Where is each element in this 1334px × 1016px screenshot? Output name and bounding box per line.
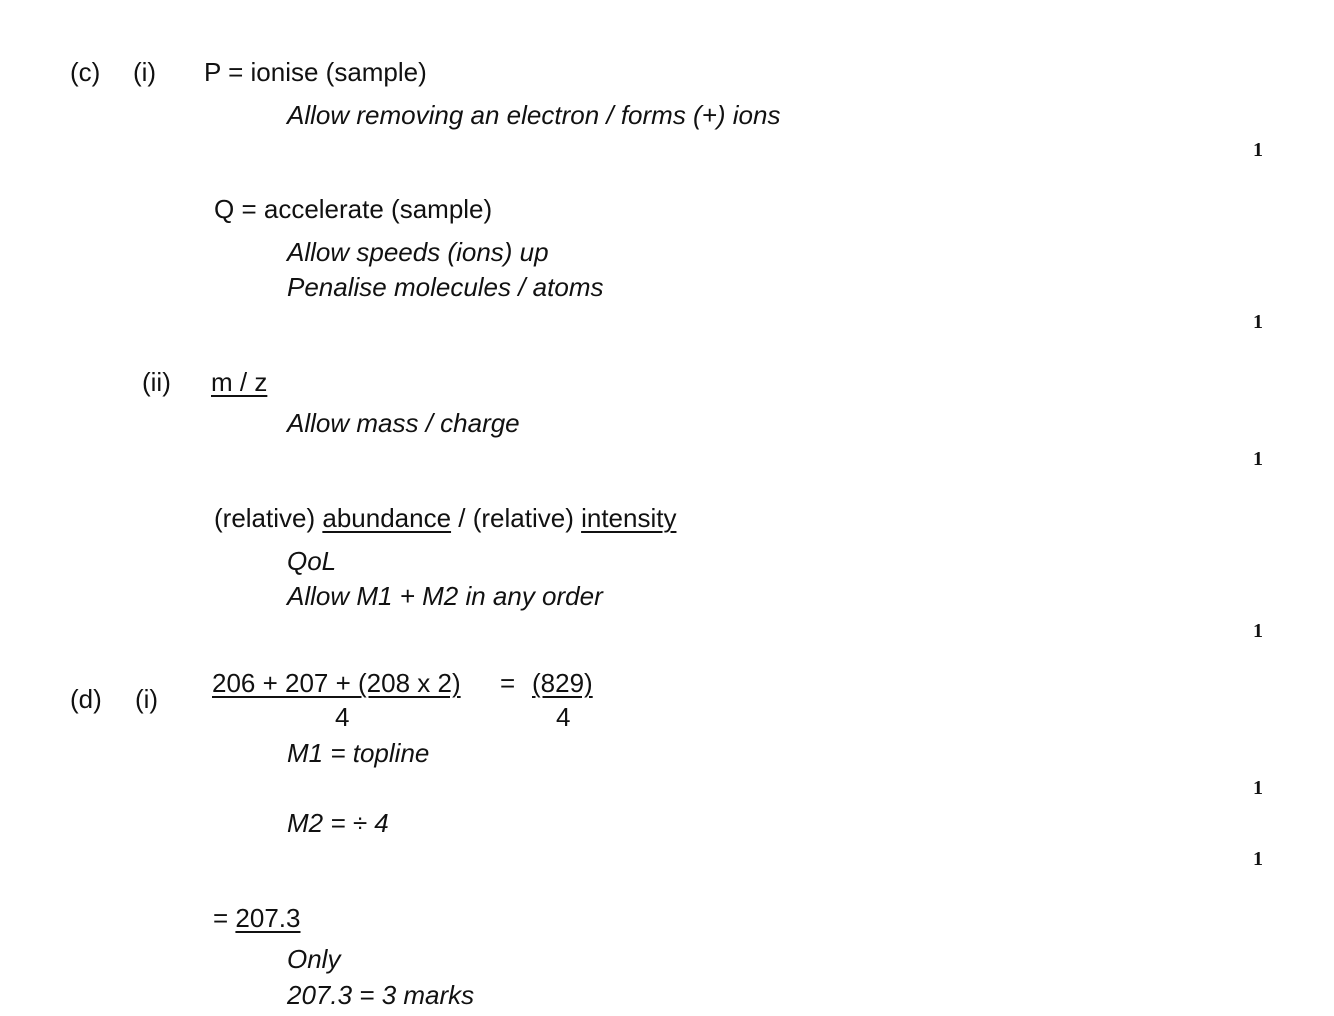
note-qol: QoL bbox=[287, 546, 337, 576]
note-m1-topline: M1 = topline bbox=[287, 738, 430, 768]
part-c-label: (c) bbox=[70, 57, 101, 87]
abundance-word: abundance bbox=[322, 503, 452, 533]
note-three-marks: 207.3 = 3 marks bbox=[287, 980, 475, 1010]
mark-m1: 1 bbox=[1253, 777, 1263, 799]
answer-result bbox=[213, 903, 301, 933]
mark-abundance: 1 bbox=[1253, 620, 1263, 642]
part-d-label: (d) bbox=[70, 684, 102, 714]
note-p-allow: Allow removing an electron / forms (+) ions bbox=[287, 100, 781, 130]
note-only: Only bbox=[287, 944, 341, 974]
abundance-mid: / (relative) bbox=[451, 503, 582, 533]
mark-mz: 1 bbox=[1253, 448, 1263, 470]
part-d-i-label: (i) bbox=[135, 684, 159, 714]
answer-abundance bbox=[214, 503, 676, 533]
intensity-word: intensity bbox=[581, 503, 677, 533]
result-value: 207.3 bbox=[235, 903, 301, 933]
fraction-equals: = bbox=[500, 668, 516, 698]
part-c-ii-label: (ii) bbox=[142, 367, 171, 397]
answer-m-over-z: m / z bbox=[211, 367, 268, 397]
note-q-allow: Allow speeds (ions) up bbox=[287, 237, 549, 267]
mark-m2: 1 bbox=[1253, 848, 1263, 870]
note-mass-charge: Allow mass / charge bbox=[287, 408, 520, 438]
fraction-denominator-total: 4 bbox=[556, 702, 571, 732]
note-m2-divide: M2 = ÷ 4 bbox=[287, 808, 389, 838]
result-prefix: = bbox=[213, 903, 236, 933]
answer-q-accelerate: Q = accelerate (sample) bbox=[214, 194, 493, 224]
answer-p-ionise: P = ionise (sample) bbox=[204, 57, 427, 87]
note-q-penalise: Penalise molecules / atoms bbox=[287, 272, 604, 302]
fraction-numerator-total: (829) bbox=[532, 668, 593, 698]
mark-p: 1 bbox=[1253, 139, 1263, 161]
fraction-denominator: 4 bbox=[335, 702, 350, 732]
fraction-numerator: 206 + 207 + (208 x 2) bbox=[212, 668, 461, 698]
mark-q: 1 bbox=[1253, 311, 1263, 333]
part-c-i-label: (i) bbox=[133, 57, 157, 87]
abundance-prefix: (relative) bbox=[214, 503, 323, 533]
note-any-order: Allow M1 + M2 in any order bbox=[287, 581, 603, 611]
